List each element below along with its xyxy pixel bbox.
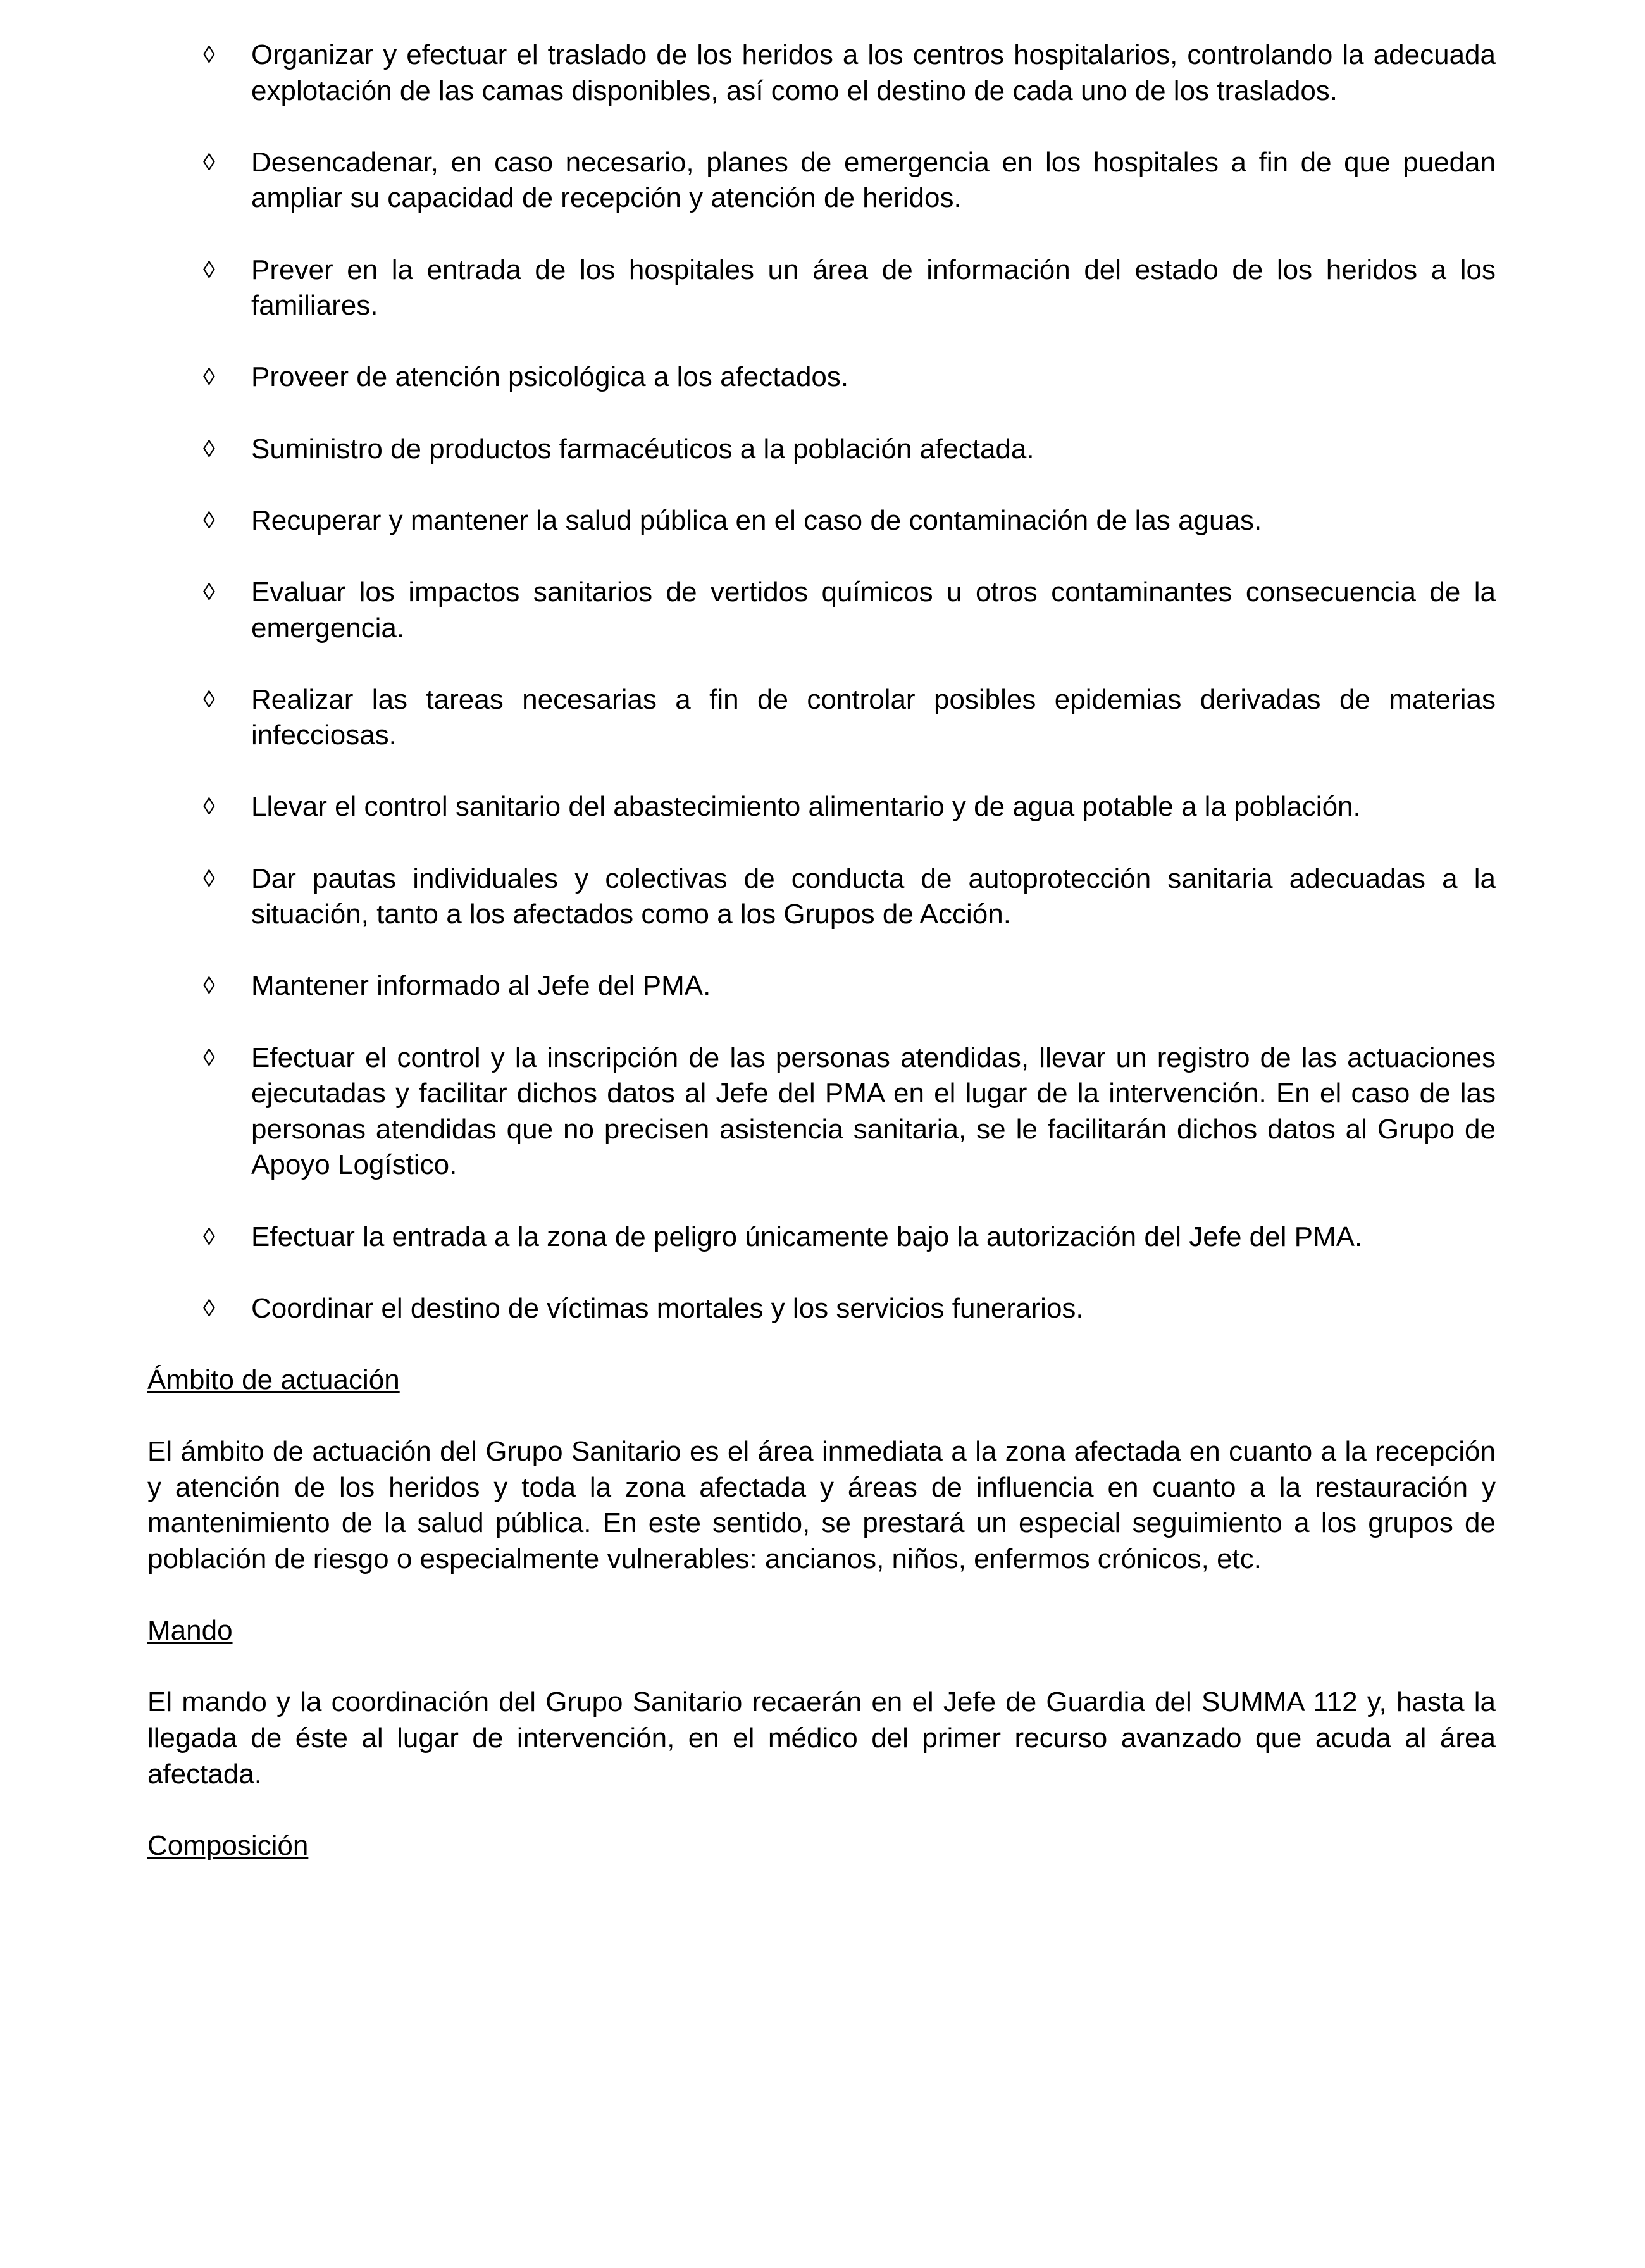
list-item-text: Organizar y efectuar el traslado de los heridos a los centros hospitalarios, controlando la adecuada explotación de las camas disponibles, así como el destino de cada uno de los traslados. [251,39,1496,106]
list-item-text: Efectuar la entrada a la zona de peligro únicamente bajo la autorización del Jefe del PMA. [251,1221,1363,1252]
list-item [147,503,1496,539]
list-item-text: Prever en la entrada de los hospitales un área de información del estado de los heridos a los familiares. [251,254,1496,321]
list-item [147,1291,1496,1327]
list-item-text: Llevar el control sanitario del abastecimiento alimentario y de agua potable a la población. [251,791,1361,823]
list-item [147,789,1496,825]
list-item-text: Mantener informado al Jefe del PMA. [251,970,711,1002]
diamond-bullet-icon: ◊ [203,1044,215,1071]
diamond-bullet-icon: ◊ [203,256,215,284]
list-item-text: Realizar las tareas necesarias a fin de controlar posibles epidemias derivadas de materias infecciosas. [251,683,1496,751]
section-heading-mando: Mando [147,1615,233,1647]
list-item [147,861,1496,933]
diamond-bullet-icon: ◊ [203,435,215,463]
bullet-list [147,37,1496,1326]
list-item-text: Coordinar el destino de víctimas mortales y los servicios funerarios. [251,1292,1084,1324]
list-item-text: Recuperar y mantener la salud pública en el caso de contaminación de las aguas. [251,504,1262,536]
diamond-bullet-icon: ◊ [203,794,215,821]
document-page [147,37,1496,1900]
list-item-text: Dar pautas individuales y colectivas de conducta de autoprotección sanitaria adecuadas a la situación, tanto a los afectados como a los Grupos de Acción. [251,863,1496,930]
diamond-bullet-icon: ◊ [203,1223,215,1250]
diamond-bullet-icon: ◊ [203,1295,215,1322]
list-item [147,37,1496,109]
list-item [147,359,1496,396]
list-item [147,968,1496,1004]
list-item-text: Desencadenar, en caso necesario, planes de emergencia en los hospitales a fin de que puedan ampliar su capacidad de recepción y atención de heridos. [251,146,1496,214]
list-item [147,145,1496,216]
diamond-bullet-icon: ◊ [203,149,215,176]
diamond-bullet-icon: ◊ [203,507,215,534]
section-heading-composicion: Composición [147,1829,309,1861]
diamond-bullet-icon: ◊ [203,865,215,892]
section-text-mando: El mando y la coordinación del Grupo Sanitario recaerán en el Jefe de Guardia del SUMMA 112 y, hasta la llegada de éste al lugar de intervención, en el médico del primer recurso avanzado que acuda al área afectada. [147,1686,1496,1790]
list-item [147,575,1496,646]
list-item [147,682,1496,754]
list-item [147,1040,1496,1183]
list-item [147,252,1496,324]
list-item-text: Proveer de atención psicológica a los afectados. [251,361,849,393]
list-item-text: Suministro de productos farmacéuticos a la población afectada. [251,433,1034,464]
section-text-ambito: El ámbito de actuación del Grupo Sanitario es el área inmediata a la zona afectada en cuanto a la recepción y atención de los heridos y toda la zona afectada y áreas de influencia en cuanto a la restauración y mantenimiento de la salud pública. En este sentido, se prestará un especial seguimiento a los grupos de población de riesgo o especialmente vulnerables: ancianos, niños, enfermos crónicos, etc. [147,1436,1496,1574]
diamond-bullet-icon: ◊ [203,973,215,1000]
list-item [147,432,1496,468]
diamond-bullet-icon: ◊ [203,686,215,713]
list-item-text: Evaluar los impactos sanitarios de vertidos químicos u otros contaminantes consecuencia de la emergencia. [251,576,1496,644]
section-heading-ambito: Ámbito de actuación [147,1364,400,1395]
list-item-text: Efectuar el control y la inscripción de las personas atendidas, llevar un registro de las actuaciones ejecutadas y facilitar dichos datos al Jefe del PMA en el lugar de la intervención. En el caso de las personas atendidas que no precisen asistencia sanitaria, se le facilitarán dichos datos al Grupo de Apoyo Logístico. [251,1042,1496,1181]
diamond-bullet-icon: ◊ [203,578,215,606]
diamond-bullet-icon: ◊ [203,42,215,68]
list-item [147,1219,1496,1256]
diamond-bullet-icon: ◊ [203,364,215,391]
